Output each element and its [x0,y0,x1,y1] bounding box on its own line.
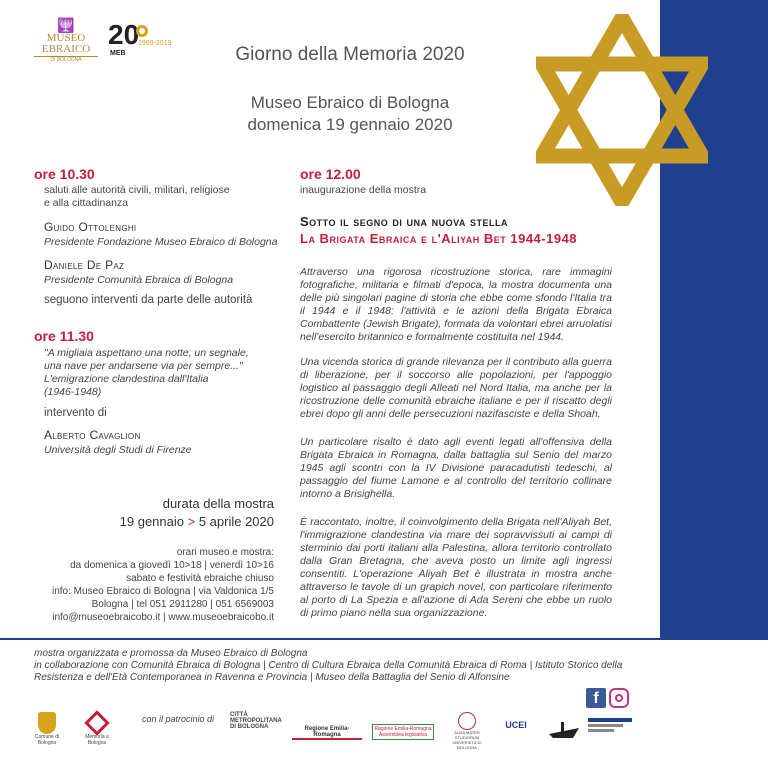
ucei-logo: UCEI [505,720,527,730]
footer-credits [34,648,734,684]
exhibit-title-line-2: La Brigata Ebraica e l'Aliyah Bet 1944-1948 [300,231,578,246]
paragraph-4: È raccontato, inoltre, il coinvolgimento della Brigata nell'Aliyah Bet, l'immigrazione clandestina via mare dei sopravvissuti ai campi di sterminio dai porti italiani alla Palestina, allora territorio controllato dalla Gran Bretagna, che aveva posto un limite agli ingressi consentiti. L'operazione Aliyah Bet è illustrata in mostra anche attraverso le tavole di un grapich novel, con particolare riferimento al porto di La Spezia e all'azione di Ada Sereni che ebbe un ruolo di primo piano nella sua organizzazione. [300,516,612,619]
regione-emilia-romagna-logo: Regione Emilia-Romagna [292,726,362,740]
quote-line-4: (1946-1948) [44,386,102,398]
durata-label: durata della mostra [162,496,274,511]
t3-desc: inaugurazione della mostra [300,184,427,196]
ship-icon [547,718,581,740]
speaker-role-1: Presidente Fondazione Museo Ebraico di Bologna [44,236,278,248]
durata-arrow: > [187,514,196,529]
info-email-web[interactable]: info@museoebraicobo.it | www.museoebraicobo.it [52,612,274,623]
anniversary-years: 1999-2019 [138,40,172,47]
anniversary-meb: MEB [110,50,126,57]
info-orari-closed: sabato e festività ebraiche chiuso [126,573,274,584]
footer-line-1: mostra organizzata e promossa da Museo Ebraico di Bologna [34,648,308,659]
speaker-name-2: Daniele De Paz [44,258,125,272]
time-1200: ore 12.00 [300,166,361,182]
speaker-name-3: Alberto Cavaglion [44,428,141,442]
time-1030: ore 10.30 [34,166,95,182]
speaker-role-3: Università degli Studi di Firenze [44,444,192,456]
info-phone: Bologna | tel 051 2911280 | 051 6569003 [91,599,274,610]
menorah-icon: 🕎 [57,17,75,33]
agency-logo [588,718,632,732]
event-title: Giorno della Memoria 2020 [235,44,465,65]
paragraph-3: Un particolare risalto è dato agli eventi legati all'offensiva della Brigata Ebraica in Romagna, dalla battaglia sul Senio del marzo 1945 agli scontri con la IV Divisione paracadutisti tedeschi, al passaggio del fiume Lamone e al controllo del territorio collinare intorno a Brisighella. [300,436,612,500]
time-1130: ore 11.30 [34,328,94,344]
assemblea-legislativa-logo: Regione Emilia-Romagna Assemblea legislativa [372,724,434,740]
durata-to: 5 aprile 2020 [198,514,274,529]
quote-line-1: "A migliaia aspettano una notte, un segnale, [44,347,249,359]
durata-dates [80,514,274,529]
quote-line-3: L'emigrazione clandestina dall'Italia [44,373,209,385]
venue: Museo Ebraico di Bologna [250,93,450,112]
speaker-role-2: Presidente Comunità Ebraica di Bologna [44,274,234,286]
citta-metropolitana-logo: CITTÀ METROPOLITANA DI BOLOGNA [230,712,282,730]
durata-from: 19 gennaio [119,514,184,529]
footer-divider [0,638,768,640]
logo-text-museo: MUSEO [46,32,86,44]
logo-text-ebraico: EBRAICO [41,43,91,55]
unibo-logo: ALMA MATER STUDIORUM UNIVERSITÀ DI BOLOGNA [444,712,490,750]
exhibit-title-line-1: Sotto il segno di una nuova stella [300,214,509,229]
followup-text: seguono interventi da parte delle autorità [44,294,253,306]
t1-desc-1: saluti alle autorità civili, militari, religiose [44,184,230,196]
instagram-icon[interactable] [609,688,629,708]
facebook-icon[interactable]: f [586,688,606,708]
footer-line-3: Resistenza e dell'Età Contemporanea in Ravenna e Provincia | Museo della Battaglia del Senio di Alfonsine [34,672,510,683]
venue-date [180,92,520,136]
quote-line-2: una nave per andarsene via per sempre..." [44,360,243,372]
footer-line-2: in collaborazione con Comunità Ebraica di Bologna | Centro di Cultura Ebraica della Comunità Ebraica di Roma | Istituto Storico della [34,660,623,671]
event-date: domenica 19 gennaio 2020 [247,115,453,134]
patrocinio-label: con il patrocinio di [142,714,215,724]
ship-logo [546,718,582,742]
t1-desc-2: e alla cittadinanza [44,197,129,209]
memoria-bologna-logo: Memoria a Bologna [82,712,112,746]
info-orari-weekdays: da domenica a giovedì 10>18 | venerdì 10>16 [70,560,274,571]
info-orari-label: orari museo e mostra: [176,547,274,558]
paragraph-1: Attraverso una rigorosa ricostruzione storica, rare immagini fotografiche, militaria e filmati d'epoca, la mostra documenta una delle più singolari pagine di storia che ebbe come sfondo l'Italia tra il 1944 e il 1948: l'attività e le azioni della Brigata Ebraica Combattente (Jewish Brigate), formata da volontari ebrei arruolatisi nell'esercito britannico e formalmente costituita nel 1944. [300,266,612,343]
degree-circle-icon [136,25,148,37]
anniversary-logo [108,19,178,62]
info-address: info: Museo Ebraico di Bologna | via Valdonica 1/5 [52,586,274,597]
intervento-label: intervento di [44,407,107,419]
museo-ebraico-logo [34,18,98,74]
anniversary-number: 20 [108,19,140,50]
speaker-name-1: Guido Ottolenghi [44,220,137,234]
star-of-david-icon [536,14,708,206]
paragraph-2: Una vicenda storica di grande rilevanza per il contributo alla guerra di liberazione, per il soccorso alle popolazioni, per l'appoggio logistico al passaggio degli Alleati nel Nord Italia, ma anche per la ricostruzione delle comunità ebraiche italiane e per il riscatto degli ebrei dopo gli anni delle persecuzioni nazifasciste e della Shoah. [300,356,612,420]
comune-bologna-logo: Comune di Bologna [32,712,62,746]
logo-text-bologna: DI BOLOGNA [34,56,98,63]
